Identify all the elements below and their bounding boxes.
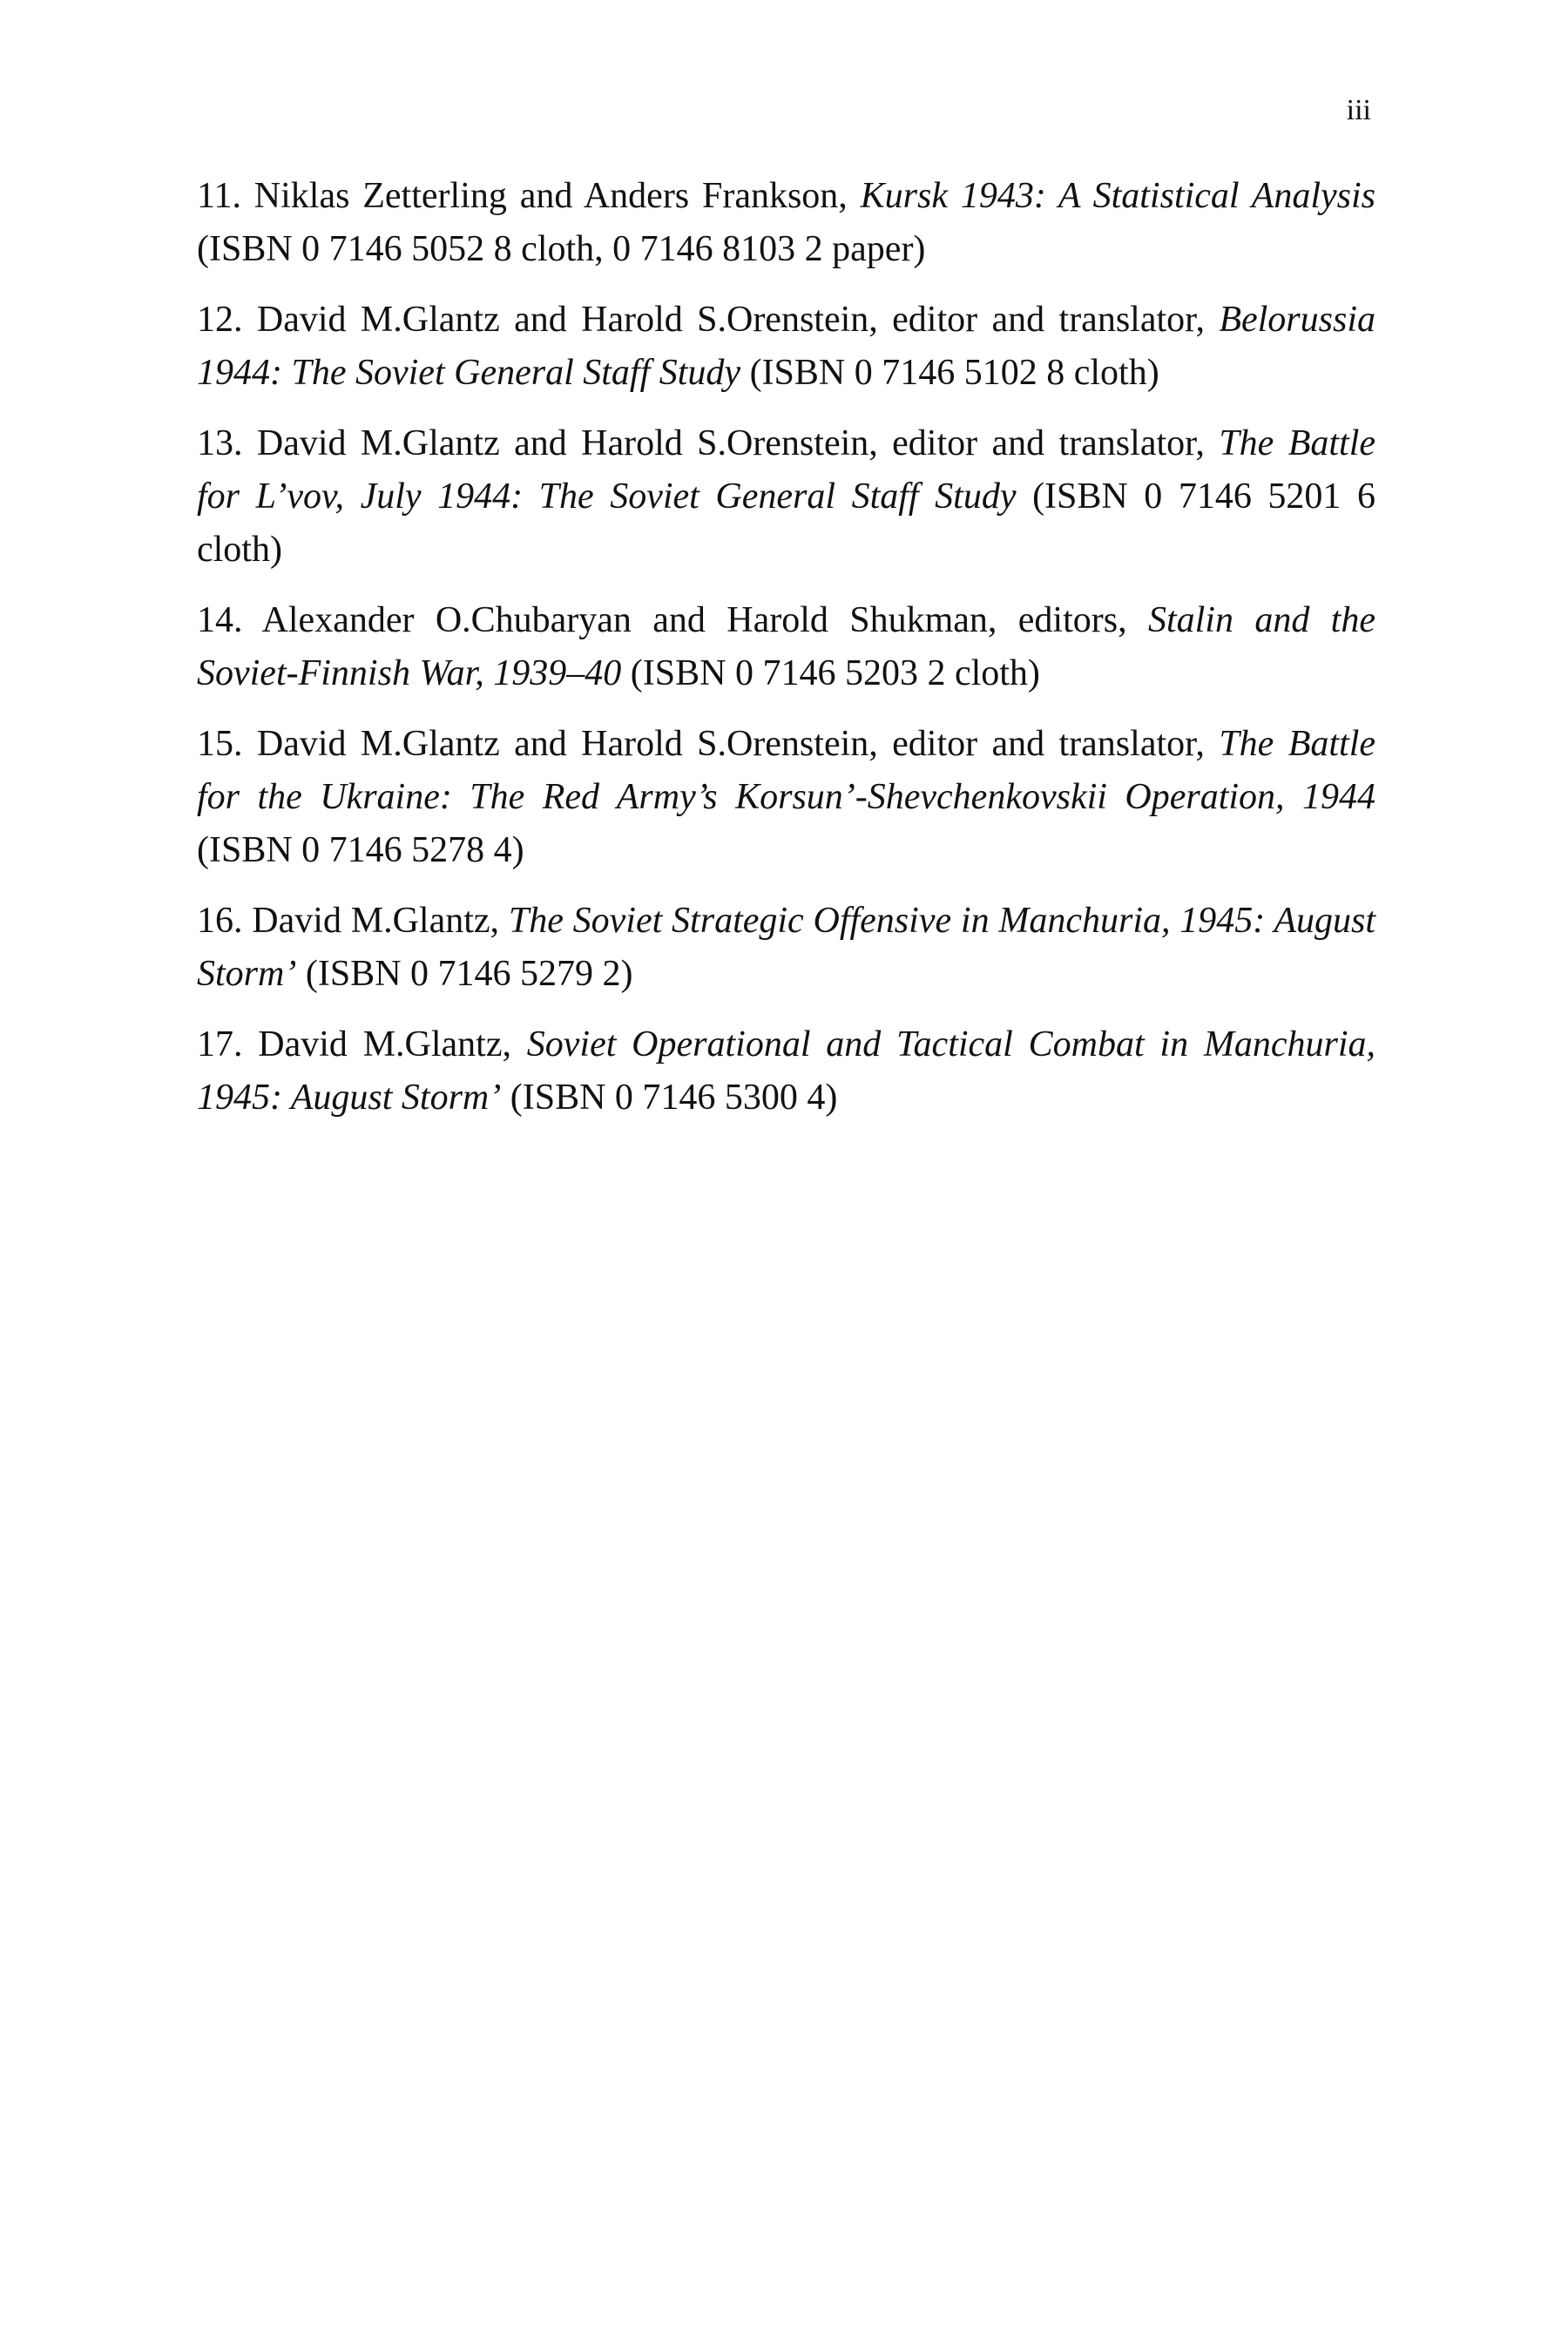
entry-number: 13. <box>197 423 243 463</box>
page-number: iii <box>1346 94 1371 126</box>
entry-title: The Battle for L’vov, July 1944: The Soviet General Staff Study <box>197 423 1376 517</box>
entry-authors: David M.Glantz and Harold S.Orenstein, editor and translator, <box>256 300 1205 340</box>
entry-number: 17. <box>197 1024 243 1064</box>
list-item <box>197 594 1375 700</box>
entry-authors: Alexander O.Chubaryan and Harold Shukman, editors, <box>261 600 1127 640</box>
list-item <box>197 1018 1375 1125</box>
entry-isbn: (ISBN 0 7146 5052 8 cloth, 0 7146 8103 2 paper) <box>197 229 926 269</box>
entry-title: The Soviet Strategic Offensive in Manchuria, 1945: August Storm’ <box>197 901 1375 994</box>
book-series-list <box>197 170 1375 1142</box>
entry-number: 14. <box>197 600 243 640</box>
entry-isbn: (ISBN 0 7146 5102 8 cloth) <box>749 353 1159 393</box>
entry-number: 16. <box>197 901 243 941</box>
entry-title: Soviet Operational and Tactical Combat in Manchuria, 1945: August Storm’ <box>197 1024 1375 1118</box>
list-item <box>197 417 1375 577</box>
entry-authors: David M.Glantz, <box>258 1024 511 1064</box>
list-item <box>197 294 1375 400</box>
entry-title: Belorussia 1944: The Soviet General Staff Study <box>197 300 1376 393</box>
entry-authors: David M.Glantz and Harold S.Orenstein, editor and translator, <box>256 423 1205 463</box>
entry-isbn: (ISBN 0 7146 5300 4) <box>510 1078 838 1118</box>
list-item <box>197 718 1375 877</box>
list-item <box>197 170 1375 276</box>
entry-title: Kursk 1943: A Statistical Analysis <box>860 176 1375 216</box>
list-item <box>197 895 1375 1001</box>
entry-title: Stalin and the Soviet-Finnish War, 1939–40 <box>197 600 1375 693</box>
entry-number: 12. <box>197 300 243 340</box>
entry-isbn: (ISBN 0 7146 5203 2 cloth) <box>630 653 1040 693</box>
entry-isbn: (ISBN 0 7146 5278 4) <box>197 830 524 870</box>
entry-authors: Niklas Zetterling and Anders Frankson, <box>253 176 848 216</box>
entry-number: 15. <box>197 724 243 764</box>
entry-isbn: (ISBN 0 7146 5279 2) <box>305 954 633 994</box>
entry-authors: David M.Glantz, <box>252 901 500 941</box>
entry-authors: David M.Glantz and Harold S.Orenstein, editor and translator, <box>256 724 1205 764</box>
entry-isbn: (ISBN 0 7146 5201 6 cloth) <box>197 476 1375 570</box>
entry-title: The Battle for the Ukraine: The Red Army’s Korsun’-Shevchenkovskii Operation, 1944 <box>197 724 1376 817</box>
entry-number: 11. <box>197 176 241 216</box>
